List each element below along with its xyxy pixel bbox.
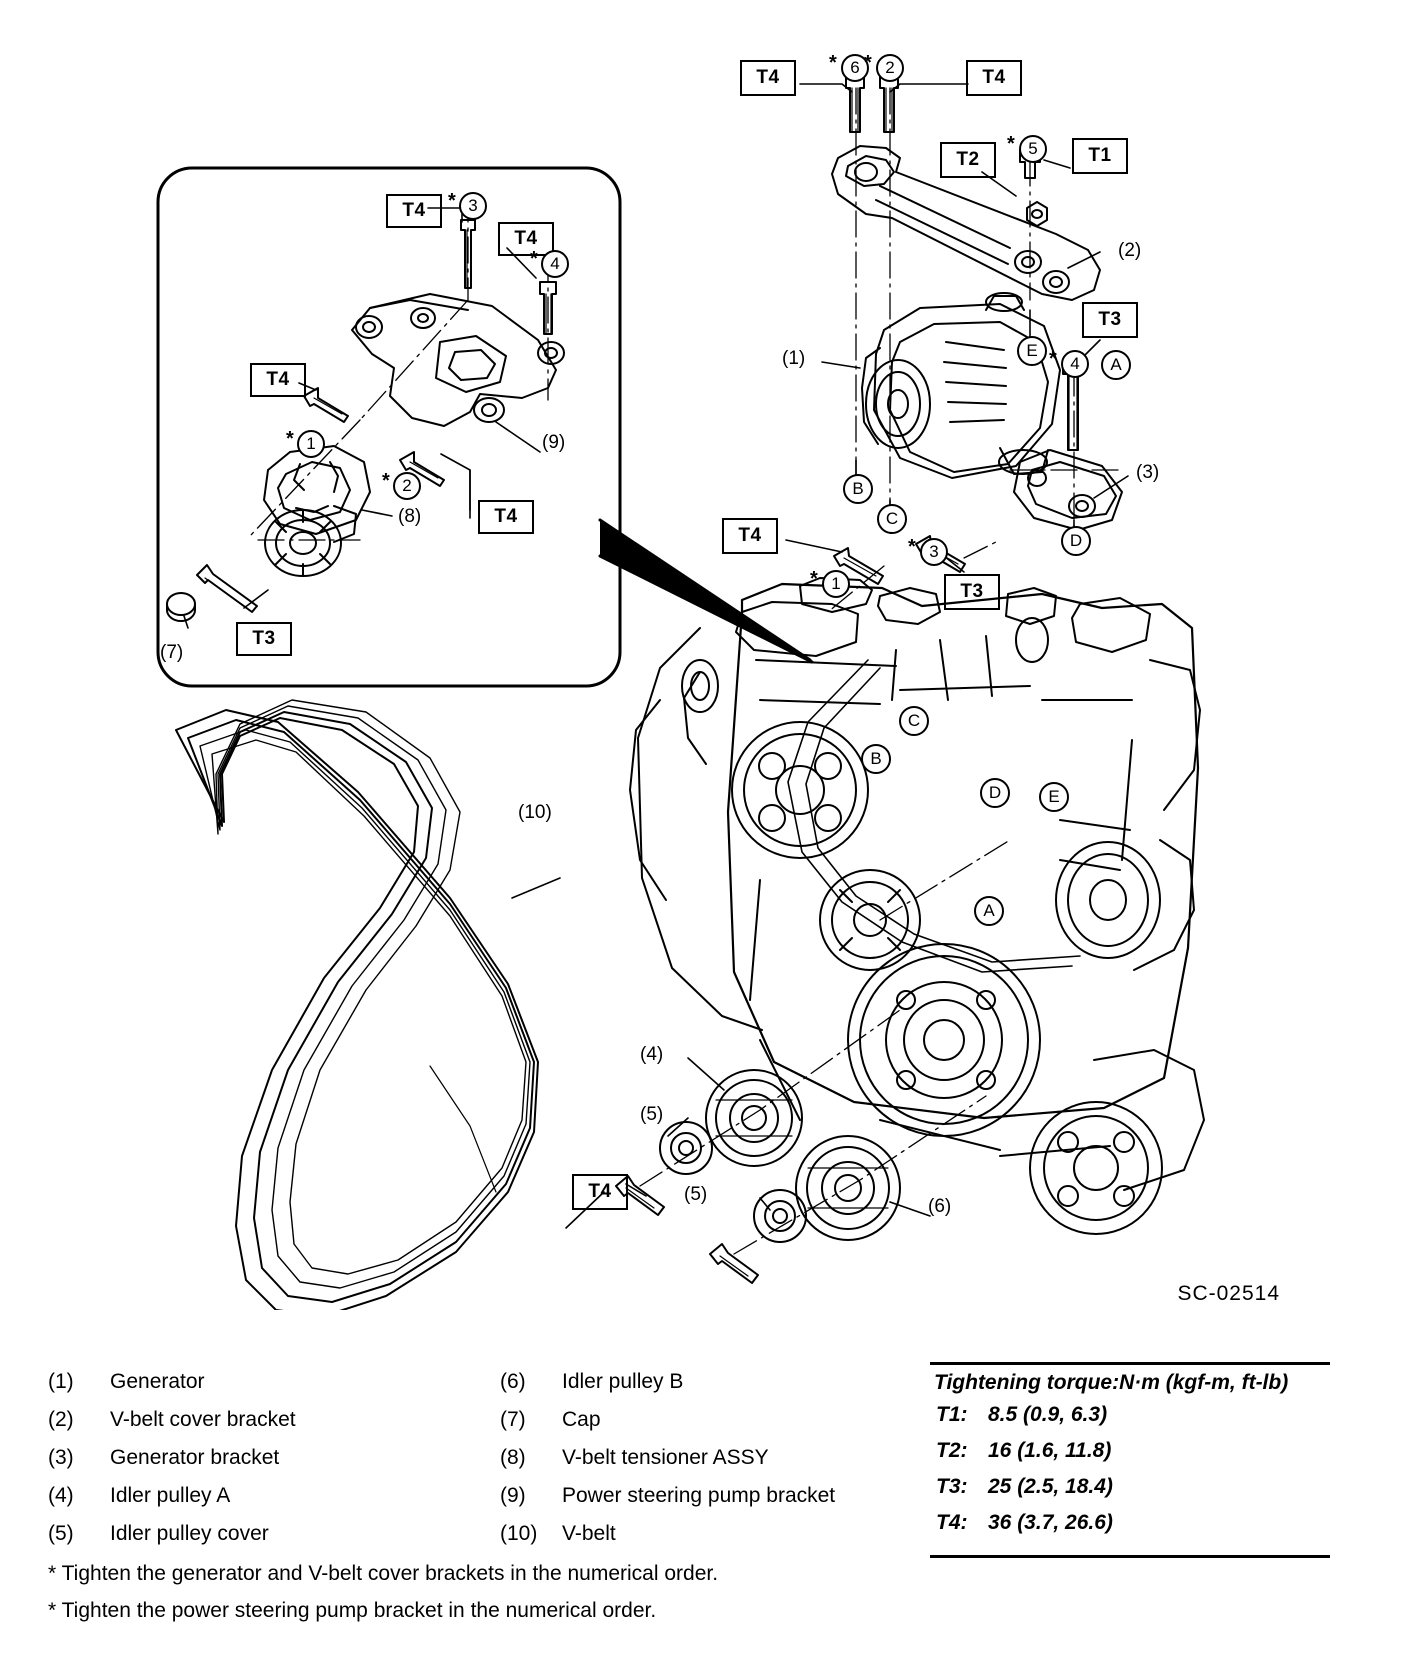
list-item: [500, 1370, 835, 1408]
marker-bolt-5: 5: [1019, 135, 1047, 163]
legend-number: (6): [500, 1370, 526, 1393]
footnote-1: * Tighten the generator and V-belt cover brackets in the numerical order.: [48, 1562, 719, 1585]
legend-label: V-belt tensioner ASSY: [562, 1446, 769, 1469]
ref-part-5-upper: (5): [640, 1104, 664, 1125]
ref-inset-part-9: (9): [542, 432, 566, 453]
ref-inset-part-7: (7): [160, 642, 184, 663]
callout-inset-t4-right: T4: [498, 222, 554, 256]
torque-key: T1:: [936, 1403, 968, 1426]
marker-bolt-4: 4: [1061, 350, 1089, 378]
torque-key: T4:: [936, 1511, 968, 1534]
ref-part-2: (2): [1118, 240, 1142, 261]
star-bolt-2: *: [864, 52, 872, 74]
callout-main-t4-topright: T4: [966, 60, 1022, 96]
callout-main-t4-pulley: T4: [572, 1174, 628, 1210]
callout-main-t4-left: T4: [722, 518, 778, 554]
legend-label: Cap: [562, 1408, 601, 1431]
footnote-2: * Tighten the power steering pump bracket in the numerical order.: [48, 1599, 657, 1622]
star-bolt-3: *: [908, 536, 916, 558]
tightening-torque-table: [930, 1362, 1330, 1558]
marker-bolt-3: 3: [920, 538, 948, 566]
marker-letter-c-engine: C: [899, 706, 929, 736]
legend-column-left: [48, 1370, 296, 1560]
torque-value: 8.5 (0.9, 6.3): [988, 1403, 1108, 1426]
list-item: [48, 1408, 296, 1446]
legend-number: (10): [500, 1522, 538, 1545]
legend-number: (8): [500, 1446, 526, 1469]
list-item: [48, 1484, 296, 1522]
star-inset-bolt-2: *: [382, 470, 390, 492]
marker-inset-bolt-1: 1: [297, 430, 325, 458]
marker-letter-d-exploded: D: [1061, 526, 1091, 556]
torque-key: T2:: [936, 1439, 968, 1462]
list-item: [500, 1484, 835, 1522]
legend-label: Power steering pump bracket: [562, 1484, 836, 1507]
list-item: [48, 1522, 296, 1560]
ref-part-10: (10): [518, 802, 552, 823]
torque-key: T3:: [936, 1475, 968, 1498]
ref-inset-part-8: (8): [398, 506, 422, 527]
torque-value: 36 (3.7, 26.6): [988, 1511, 1113, 1534]
marker-inset-bolt-4: 4: [541, 250, 569, 278]
marker-letter-b-engine: B: [861, 744, 891, 774]
star-bolt-4: *: [1049, 348, 1057, 370]
table-row: [930, 1475, 1330, 1511]
star-bolt-6: *: [829, 52, 837, 74]
table-row: [930, 1403, 1330, 1439]
marker-letter-d-engine: D: [980, 778, 1010, 808]
star-inset-bolt-3: *: [448, 190, 456, 212]
table-row: [930, 1511, 1330, 1547]
legend-number: (9): [500, 1484, 526, 1507]
legend-label: V-belt cover bracket: [110, 1408, 296, 1431]
callout-inset-t4-top: T4: [386, 194, 442, 228]
callout-inset-t4-left: T4: [250, 363, 306, 397]
torque-value: 25 (2.5, 18.4): [988, 1475, 1113, 1498]
legend-label: Generator: [110, 1370, 205, 1393]
ref-part-4: (4): [640, 1044, 664, 1065]
marker-letter-e-exploded: E: [1017, 336, 1047, 366]
legend-number: (1): [48, 1370, 74, 1393]
callout-main-t3-right: T3: [1082, 302, 1138, 338]
marker-bolt-6: 6: [841, 54, 869, 82]
star-bolt-5: *: [1007, 133, 1015, 155]
marker-letter-c-exploded: C: [877, 504, 907, 534]
callout-inset-t3: T3: [236, 622, 292, 656]
callout-main-t1: T1: [1072, 138, 1128, 174]
list-item: [500, 1446, 835, 1484]
callout-main-t2: T2: [940, 142, 996, 178]
star-inset-bolt-1: *: [286, 428, 294, 450]
marker-inset-bolt-2: 2: [393, 472, 421, 500]
ref-part-1: (1): [782, 348, 806, 369]
ref-part-5-lower: (5): [684, 1184, 708, 1205]
marker-bolt-2: 2: [876, 54, 904, 82]
star-inset-bolt-4: *: [530, 248, 538, 270]
marker-bolt-1: 1: [822, 570, 850, 598]
legend-number: (5): [48, 1522, 74, 1545]
legend-label: Idler pulley A: [110, 1484, 231, 1507]
legend-number: (7): [500, 1408, 526, 1431]
ref-part-6: (6): [928, 1196, 952, 1217]
marker-letter-e-engine: E: [1039, 782, 1069, 812]
marker-letter-b-exploded: B: [843, 474, 873, 504]
marker-letter-a-engine: A: [974, 896, 1004, 926]
list-item: [500, 1408, 835, 1446]
legend-number: (2): [48, 1408, 74, 1431]
legend-number: (4): [48, 1484, 74, 1507]
star-bolt-1: *: [810, 568, 818, 590]
legend-label: Generator bracket: [110, 1446, 280, 1469]
footnotes: [48, 1562, 718, 1636]
list-item: [48, 1370, 296, 1408]
figure-code: SC-02514: [1177, 1282, 1280, 1305]
marker-inset-bolt-3: 3: [459, 192, 487, 220]
table-row: [930, 1439, 1330, 1475]
legend-label: Idler pulley B: [562, 1370, 684, 1393]
torque-value: 16 (1.6, 11.8): [988, 1439, 1112, 1462]
list-item: [48, 1446, 296, 1484]
table-bottom-rule: [930, 1555, 1330, 1558]
callout-inset-t4-bottom: T4: [478, 500, 534, 534]
legend-number: (3): [48, 1446, 74, 1469]
legend-column-right: [500, 1370, 835, 1560]
marker-letter-a-exploded: A: [1101, 350, 1131, 380]
ref-part-3: (3): [1136, 462, 1160, 483]
legend-label: Idler pulley cover: [110, 1522, 269, 1545]
list-item: [500, 1522, 835, 1560]
torque-table-title: Tightening torque:N·m (kgf-m, ft-lb): [934, 1371, 1289, 1394]
legend-label: V-belt: [562, 1522, 616, 1545]
callout-main-t4-topleft: T4: [740, 60, 796, 96]
callout-main-t3-bottom: T3: [944, 574, 1000, 610]
